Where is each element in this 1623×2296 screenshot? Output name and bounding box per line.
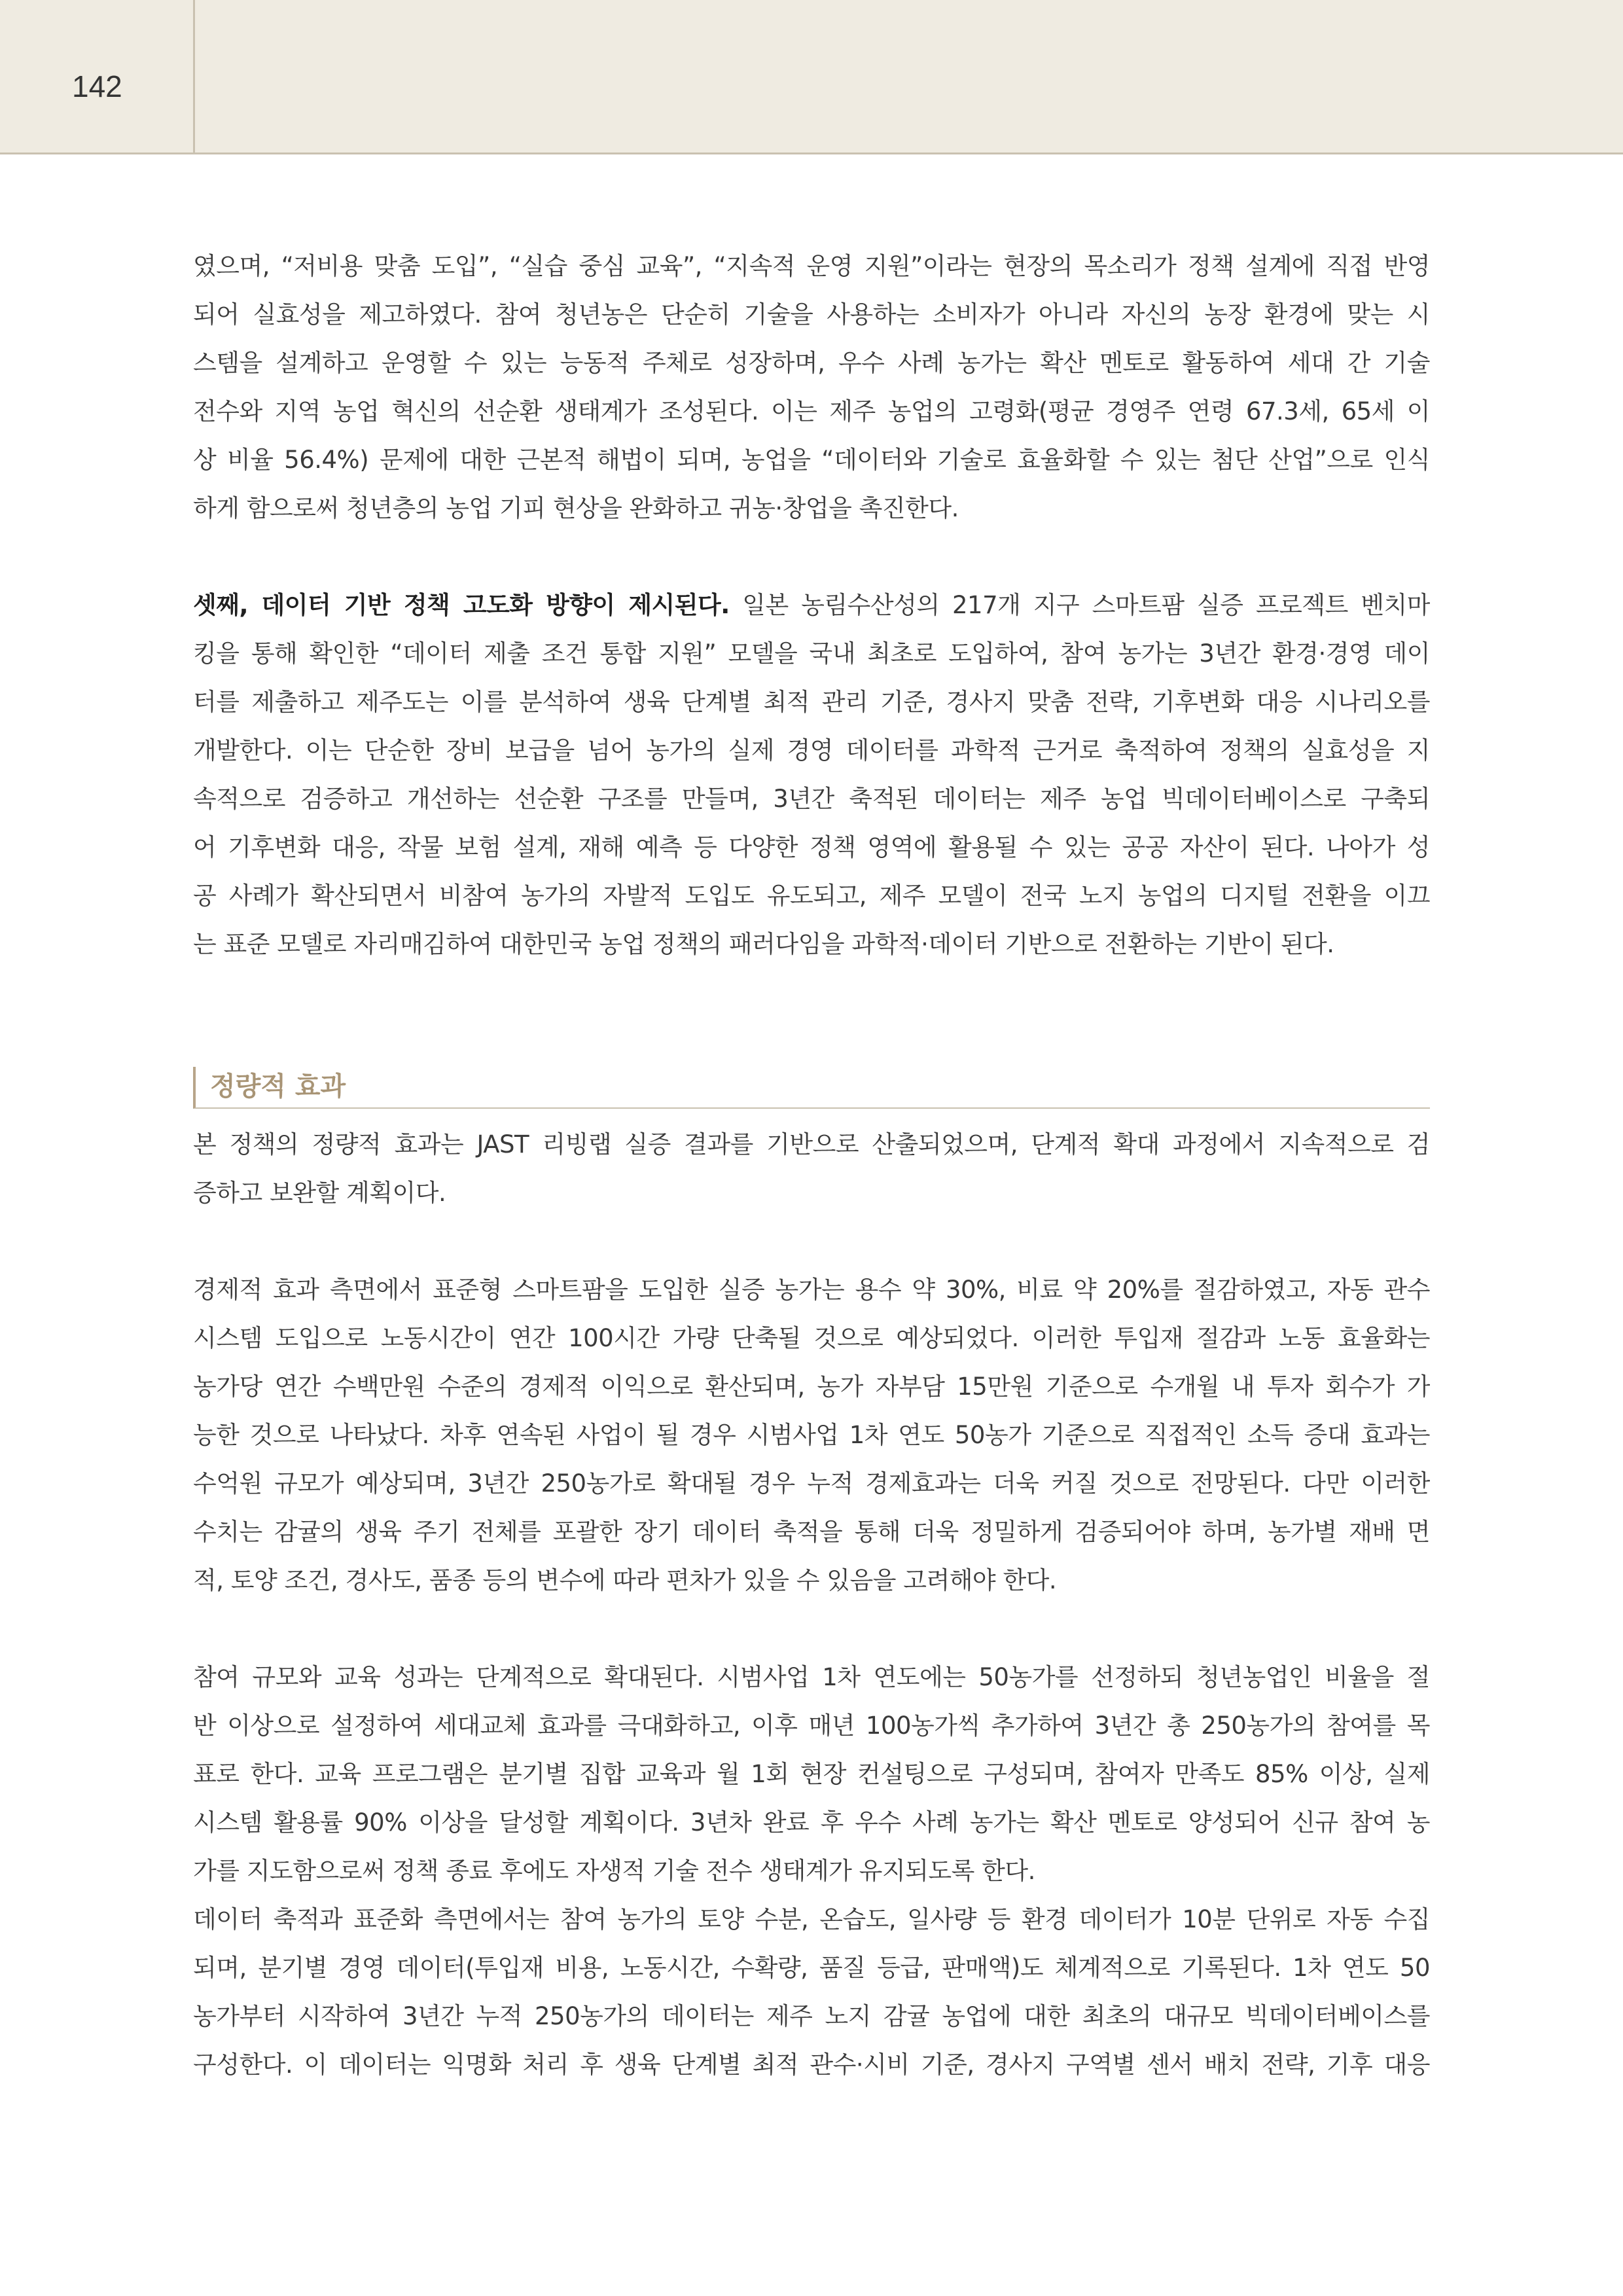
paragraph-lead: 셋째, 데이터 기반 정책 고도화 방향이 제시된다. (193, 591, 730, 619)
text-line: 본 정책의 정량적 효과는 JAST 리빙랩 실증 결과를 기반으로 산출되었으며, 단계적 확대 과정에서 지속적으로 검 (193, 1130, 1430, 1158)
text-line: 표로 한다. 교육 프로그램은 분기별 집합 교육과 월 1회 현장 컨설팅으로 구성되며, 참여자 만족도 85% 이상, 실제 (193, 1760, 1430, 1788)
text-line: 되어 실효성을 제고하였다. 참여 청년농은 단순히 기술을 사용하는 소비자가 아니라 자신의 농장 환경에 맞는 시 (193, 300, 1430, 329)
text-line: 농가부터 시작하여 3년간 누적 250농가의 데이터는 제주 노지 감귤 농업에 대한 최초의 대규모 빅데이터베이스를 (193, 2002, 1430, 2030)
text-line: 전수와 지역 농업 혁신의 선순환 생태계가 조성된다. 이는 제주 농업의 고령화(평균 경영주 연령 67.3세, 65세 이 (193, 397, 1430, 425)
text-line: 구성한다. 이 데이터는 익명화 처리 후 생육 단계별 최적 관수·시비 기준, 경사지 구역별 센서 배치 전략, 기후 대응 (193, 2051, 1430, 2079)
text-line: 였으며, “저비용 맞춤 도입”, “실습 중심 교육”, “지속적 운영 지원”이라는 현장의 목소리가 정책 설계에 직접 반영 (193, 252, 1430, 280)
text-line: 하게 함으로써 청년층의 농업 기피 현상을 완화하고 귀농·창업을 촉진한다. (193, 494, 959, 522)
text-line: 농가당 연간 수백만원 수준의 경제적 이익으로 환산되며, 농가 자부담 15만원 기준으로 수개월 내 투자 회수가 가 (193, 1372, 1430, 1401)
text-span: 일본 농림수산성의 217개 지구 스마트팜 실증 프로젝트 벤치마 (729, 591, 1430, 619)
text-line (193, 581, 1430, 630)
text-line: 되며, 분기별 경영 데이터(투입재 비용, 노동시간, 수확량, 품질 등급, 판매액)도 체계적으로 기록된다. 1차 연도 50 (193, 1954, 1430, 1982)
page-header (0, 0, 1623, 154)
text-line: 어 기후변화 대응, 작물 보험 설계, 재해 예측 등 다양한 정책 영역에 활용될 수 있는 공공 자산이 된다. 나아가 성 (193, 833, 1430, 861)
section-heading (193, 1067, 1430, 1109)
text-line: 능한 것으로 나타났다. 차후 연속된 사업이 될 경우 시범사업 1차 연도 50농가 기준으로 직접적인 소득 증대 효과는 (193, 1421, 1430, 1449)
text-line: 개발한다. 이는 단순한 장비 보급을 넘어 농가의 실제 경영 데이터를 과학적 근거로 축적하여 정책의 실효성을 지 (193, 736, 1430, 764)
paragraph-5 (193, 1653, 1430, 1895)
text-line: 반 이상으로 설정하여 세대교체 효과를 극대화하고, 이후 매년 100농가씩 추가하여 3년간 총 250농가의 참여를 목 (193, 1712, 1430, 1740)
text-line: 시스템 활용률 90% 이상을 달성할 계획이다. 3년차 완료 후 우수 사례 농가는 확산 멘토로 양성되어 신규 참여 농 (193, 1808, 1430, 1837)
section-heading-text: 정량적 효과 (210, 1071, 346, 1102)
text-line: 가를 지도함으로써 정책 종료 후에도 자생적 기술 전수 생태계가 유지되도록 한다. (193, 1857, 1035, 1885)
text-line: 참여 규모와 교육 성과는 단계적으로 확대된다. 시범사업 1차 연도에는 50농가를 선정하되 청년농업인 비율을 절 (193, 1663, 1430, 1691)
text-line: 스템을 설계하고 운영할 수 있는 능동적 주체로 성장하며, 우수 사례 농가는 확산 멘토로 활동하여 세대 간 기술 (193, 349, 1430, 377)
text-line: 수억원 규모가 예상되며, 3년간 250농가로 확대될 경우 누적 경제효과는 더욱 커질 것으로 전망된다. 다만 이러한 (193, 1469, 1430, 1498)
text-line: 증하고 보완할 계획이다. (193, 1179, 446, 1207)
text-line: 상 비율 56.4%) 문제에 대한 근본적 해법이 되며, 농업을 “데이터와 기술로 효율화할 수 있는 첨단 산업”으로 인식 (193, 446, 1430, 474)
paragraph-2 (193, 581, 1430, 969)
paragraph-1 (193, 242, 1430, 533)
text-line: 킹을 통해 확인한 “데이터 제출 조건 통합 지원” 모델을 국내 최초로 도입하여, 참여 농가는 3년간 환경·경영 데이 (193, 639, 1430, 668)
text-line: 는 표준 모델로 자리매김하여 대한민국 농업 정책의 패러다임을 과학적·데이터 기반으로 전환하는 기반이 된다. (193, 930, 1334, 958)
text-line: 속적으로 검증하고 개선하는 선순환 구조를 만들며, 3년간 축적된 데이터는 제주 농업 빅데이터베이스로 구축되 (193, 785, 1430, 813)
text-line: 수치는 감귤의 생육 주기 전체를 포괄한 장기 데이터 축적을 통해 더욱 정밀하게 검증되어야 하며, 농가별 재배 면 (193, 1518, 1430, 1546)
header-divider (193, 0, 195, 154)
text-line: 데이터 축적과 표준화 측면에서는 참여 농가의 토양 수분, 온습도, 일사량 등 환경 데이터가 10분 단위로 자동 수집 (193, 1905, 1430, 1933)
text-line: 공 사례가 확산되면서 비참여 농가의 자발적 도입도 유도되고, 제주 모델이 전국 노지 농업의 디지털 전환을 이끄 (193, 882, 1430, 910)
page-body (193, 242, 1430, 2089)
text-line: 경제적 효과 측면에서 표준형 스마트팜을 도입한 실증 농가는 용수 약 30%, 비료 약 20%를 절감하였고, 자동 관수 (193, 1276, 1430, 1304)
paragraph-4 (193, 1266, 1430, 1605)
paragraph-3 (193, 1121, 1430, 1217)
text-line: 적, 토양 조건, 경사도, 품종 등의 변수에 따라 편차가 있을 수 있음을 고려해야 한다. (193, 1566, 1057, 1594)
text-line: 시스템 도입으로 노동시간이 연간 100시간 가량 단축될 것으로 예상되었다. 이러한 투입재 절감과 노동 효율화는 (193, 1324, 1430, 1352)
page-number: 142 (72, 69, 122, 103)
text-line: 터를 제출하고 제주도는 이를 분석하여 생육 단계별 최적 관리 기준, 경사지 맞춤 전략, 기후변화 대응 시나리오를 (193, 688, 1430, 716)
paragraph-6 (193, 1895, 1430, 2089)
